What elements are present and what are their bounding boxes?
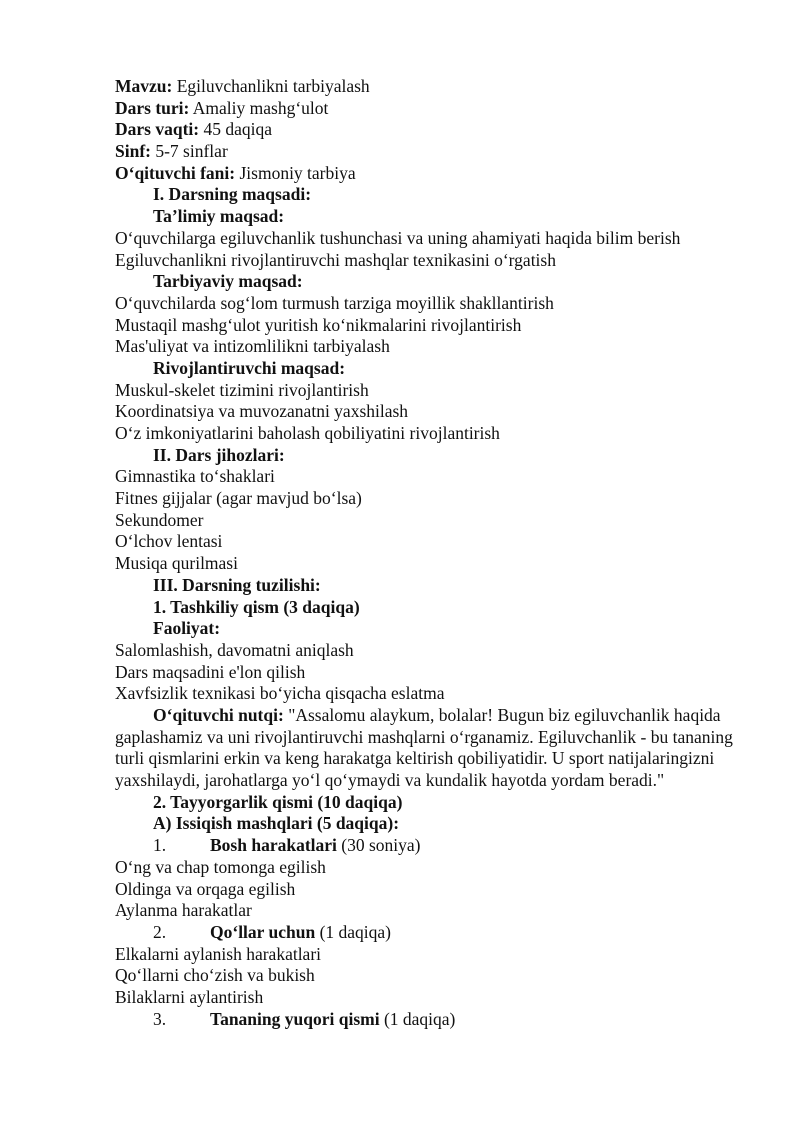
exercise-2-number: 2. bbox=[153, 921, 167, 942]
list-item: Elkalarni aylanish harakatlari bbox=[115, 943, 322, 964]
section2-heading bbox=[115, 445, 747, 467]
section2-heading-text: II. Dars jihozlari: bbox=[153, 444, 285, 465]
list-item: Oʻz imkoniyatlarini baholash qobiliyatini rivojlantirish bbox=[115, 423, 500, 443]
mavzu-label: Mavzu: bbox=[115, 76, 173, 96]
list-item: Sekundomer bbox=[115, 509, 204, 530]
talimiy-heading bbox=[115, 206, 747, 228]
exercise-1-title: Bosh harakatlari bbox=[210, 835, 337, 856]
section3-heading bbox=[115, 575, 747, 597]
list-item: Xavfsizlik texnikasi boʻyicha qisqacha eslatma bbox=[115, 683, 445, 704]
list-item: Qoʻllarni choʻzish va bukish bbox=[115, 965, 315, 986]
exercise-1-heading bbox=[115, 835, 747, 857]
exercise-1-duration: (30 soniya) bbox=[336, 835, 421, 856]
list-item: Gimnastika toʻshaklari bbox=[115, 466, 275, 487]
teacher-speech-paragraph bbox=[115, 705, 747, 792]
list-item: Oʻquvchilarda sogʻlom turmush tarziga moyillik shakllantirish bbox=[115, 292, 554, 313]
exercise-3-title: Tananing yuqori qismi bbox=[210, 1008, 380, 1029]
document-body bbox=[115, 76, 747, 1030]
dars-vaqti-line bbox=[115, 119, 747, 141]
sinf-value: 5-7 sinflar bbox=[150, 141, 228, 162]
list-item: Oʻlchov lentasi bbox=[115, 531, 223, 552]
dars-turi-label: Dars turi: bbox=[115, 97, 190, 118]
tarbiyaviy-heading bbox=[115, 271, 747, 293]
list-item: Musiqa qurilmasi bbox=[115, 553, 238, 574]
fan-value: Jismoniy tarbiya bbox=[235, 162, 356, 183]
exercise-2-title: Qoʻllar uchun bbox=[210, 921, 316, 942]
exercise-1-number: 1. bbox=[153, 835, 167, 856]
list-item: Salomlashish, davomatni aniqlash bbox=[115, 639, 354, 660]
warmup-heading-text: A) Issiqish mashqlari (5 daqiqa): bbox=[153, 813, 400, 834]
tarbiyaviy-heading-text: Tarbiyaviy maqsad: bbox=[153, 271, 303, 292]
list-item: Dars maqsadini e'lon qilish bbox=[115, 661, 306, 682]
section3-heading-text: III. Darsning tuzilishi: bbox=[153, 574, 321, 595]
exercise-3-number: 3. bbox=[153, 1008, 167, 1029]
dars-vaqti-value: 45 daqiqa bbox=[199, 119, 272, 140]
part2-heading-text: 2. Tayyorgarlik qismi (10 daqiqa) bbox=[153, 791, 403, 812]
list-item: Mustaqil mashgʻulot yuritish koʻnikmalarini rivojlantirish bbox=[115, 314, 522, 335]
list-item: Bilaklarni aylantirish bbox=[115, 986, 264, 1007]
exercise-3-duration: (1 daqiqa) bbox=[379, 1008, 456, 1029]
mavzu-line bbox=[115, 76, 747, 98]
list-item: Oʻquvchilarga egiluvchanlik tushunchasi va uning ahamiyati haqida bilim berish bbox=[115, 227, 681, 248]
faoliyat-heading-text: Faoliyat: bbox=[153, 618, 221, 639]
list-item: Oldinga va orqaga egilish bbox=[115, 878, 296, 899]
part1-heading bbox=[115, 597, 747, 619]
list-item: Oʻng va chap tomonga egilish bbox=[115, 856, 326, 877]
list-item: Mas'uliyat va intizomlilikni tarbiyalash bbox=[115, 336, 390, 357]
fan-line bbox=[115, 163, 747, 185]
list-item: Fitnes gijjalar (agar mavjud boʻlsa) bbox=[115, 488, 362, 509]
rivoj-heading-text: Rivojlantiruvchi maqsad: bbox=[153, 357, 346, 378]
warmup-heading bbox=[115, 813, 747, 835]
section1-heading bbox=[115, 184, 747, 206]
dars-turi-line bbox=[115, 98, 747, 120]
part1-heading-text: 1. Tashkiliy qism (3 daqiqa) bbox=[153, 596, 360, 617]
list-item: Muskul-skelet tizimini rivojlantirish bbox=[115, 379, 369, 400]
list-item: Koordinatsiya va muvozanatni yaxshilash bbox=[115, 401, 409, 422]
list-item: Aylanma harakatlar bbox=[115, 900, 252, 921]
rivoj-heading bbox=[115, 358, 747, 380]
dars-vaqti-label: Dars vaqti: bbox=[115, 119, 200, 140]
exercise-3-heading bbox=[115, 1009, 747, 1031]
fan-label: Oʻqituvchi fani: bbox=[115, 162, 236, 183]
faoliyat-heading bbox=[115, 618, 747, 640]
mavzu-value: Egiluvchanlikni tarbiyalash bbox=[172, 76, 370, 96]
teacher-speech-label: Oʻqituvchi nutqi: bbox=[153, 704, 284, 725]
list-item: Egiluvchanlikni rivojlantiruvchi mashqlar texnikasini oʻrgatish bbox=[115, 249, 556, 270]
sinf-label: Sinf: bbox=[115, 141, 151, 162]
talimiy-heading-text: Ta’limiy maqsad: bbox=[153, 206, 285, 227]
sinf-line bbox=[115, 141, 747, 163]
teacher-speech-text: "Assalomu alaykum, bolalar! Bugun biz egiluvchanlik haqida gaplashamiz va uni rivojlantiruvchi mashqlarni oʻrganamiz. Egiluvchanlik - bu tananing turli qismlarini erkin va keng harakatga keltirish qobiliyatidir. U sport natijalaringizni yaxshilaydi, jarohatlarga yoʻl qoʻymaydi va kundalik hayotda yordam beradi." bbox=[115, 704, 733, 791]
part2-heading bbox=[115, 792, 747, 814]
exercise-2-heading bbox=[115, 922, 747, 944]
dars-turi-value: Amaliy mashgʻulot bbox=[189, 97, 329, 118]
section1-heading-text: I. Darsning maqsadi: bbox=[153, 184, 312, 205]
exercise-2-duration: (1 daqiqa) bbox=[315, 921, 392, 942]
